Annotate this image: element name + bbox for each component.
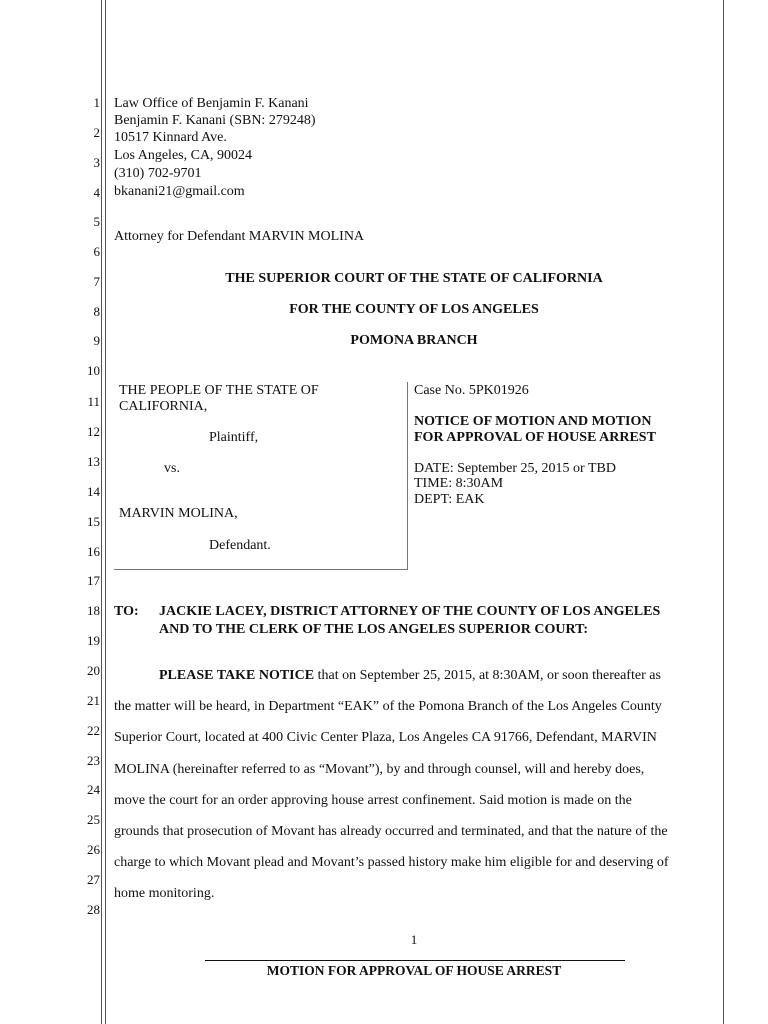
line-number: 7	[93, 274, 100, 289]
line-number: 9	[93, 333, 100, 348]
attorney-phone: (310) 702-9701	[114, 166, 202, 181]
attorney-for: Attorney for Defendant MARVIN MOLINA	[114, 229, 365, 244]
body-line: the matter will be heard, in Department “EAK” of the Pomona Branch of the Los Angeles County	[114, 699, 662, 714]
hearing-time: TIME: 8:30AM	[414, 476, 504, 491]
body-line: move the court for an order approving house arrest confinement. Said motion is made on the	[114, 793, 632, 808]
body-line: charge to which Movant plead and Movant’s passed history make him eligible for and deserving of	[114, 855, 669, 870]
line-number: 3	[93, 155, 100, 170]
caption-box-bottom-border	[114, 569, 408, 570]
body-line: MOLINA (hereinafter referred to as “Movant”), by and through counsel, will and hereby does,	[114, 762, 645, 777]
page-number: 1	[410, 932, 418, 947]
left-margin-rule-double	[105, 0, 106, 1024]
defendant-party: MARVIN MOLINA,	[119, 506, 238, 521]
court-branch: POMONA BRANCH	[350, 333, 478, 348]
footer-rule	[205, 960, 625, 961]
line-number: 8	[93, 304, 100, 319]
body-line: Superior Court, located at 400 Civic Center Plaza, Los Angeles CA 91766, Defendant, MARVIN	[114, 730, 657, 745]
line-number: 15	[87, 514, 100, 529]
left-margin-rule	[101, 0, 102, 1024]
versus-label: vs.	[164, 461, 180, 476]
line-number: 1	[93, 95, 100, 110]
line-number: 6	[93, 244, 100, 259]
hearing-dept: DEPT: EAK	[414, 492, 485, 507]
notice-lead: PLEASE TAKE NOTICE	[159, 668, 315, 683]
line-number: 23	[87, 753, 100, 768]
footer-title: MOTION FOR APPROVAL OF HOUSE ARREST	[266, 963, 562, 978]
defendant-label: Defendant.	[209, 538, 271, 553]
court-county: FOR THE COUNTY OF LOS ANGELES	[289, 302, 539, 317]
line-number: 13	[87, 454, 100, 469]
line-number: 18	[87, 603, 100, 618]
plaintiff-party-line2: CALIFORNIA,	[119, 399, 208, 414]
body-line-text: that on September 25, 2015, at 8:30AM, or soon thereafter as	[314, 668, 661, 683]
line-number: 4	[93, 185, 100, 200]
body-line: grounds that prosecution of Movant has already occurred and terminated, and that the nature of the	[114, 824, 668, 839]
line-number: 28	[87, 902, 100, 917]
case-number: Case No. 5PK01926	[414, 383, 529, 398]
line-number: 21	[87, 693, 100, 708]
attorney-firm: Law Office of Benjamin F. Kanani	[114, 96, 309, 111]
line-number: 11	[87, 394, 100, 409]
caption-box-right-border	[407, 382, 408, 570]
line-number: 26	[87, 842, 100, 857]
line-number: 17	[87, 573, 100, 588]
body-line: home monitoring.	[114, 886, 215, 901]
line-number: 16	[87, 544, 100, 559]
plaintiff-party-line1: THE PEOPLE OF THE STATE OF	[119, 383, 319, 398]
line-number: 10	[87, 363, 100, 378]
line-number: 5	[93, 214, 100, 229]
court-title: THE SUPERIOR COURT OF THE STATE OF CALIFORNIA	[225, 271, 603, 286]
line-number: 25	[87, 812, 100, 827]
line-number: 12	[87, 424, 100, 439]
to-recipient-1: JACKIE LACEY, DISTRICT ATTORNEY OF THE COUNTY OF LOS ANGELES	[159, 604, 661, 619]
right-margin-rule	[723, 0, 724, 1024]
body-line	[159, 667, 661, 684]
hearing-date: DATE: September 25, 2015 or TBD	[414, 461, 616, 476]
document-title-1: NOTICE OF MOTION AND MOTION	[414, 414, 652, 429]
plaintiff-label: Plaintiff,	[209, 430, 259, 445]
to-label: TO:	[114, 604, 139, 619]
attorney-street: 10517 Kinnard Ave.	[114, 130, 227, 145]
attorney-email: bkanani21@gmail.com	[114, 184, 245, 199]
line-number: 19	[87, 633, 100, 648]
attorney-city: Los Angeles, CA, 90024	[114, 148, 253, 163]
attorney-name: Benjamin F. Kanani (SBN: 279248)	[114, 113, 316, 128]
document-title-2: FOR APPROVAL OF HOUSE ARREST	[414, 430, 656, 445]
line-number: 14	[87, 484, 100, 499]
to-recipient-2: AND TO THE CLERK OF THE LOS ANGELES SUPERIOR COURT:	[159, 622, 589, 637]
line-number: 27	[87, 872, 100, 887]
line-number: 22	[87, 723, 100, 738]
line-number: 2	[93, 125, 100, 140]
line-number: 24	[87, 782, 100, 797]
line-number: 20	[87, 663, 100, 678]
